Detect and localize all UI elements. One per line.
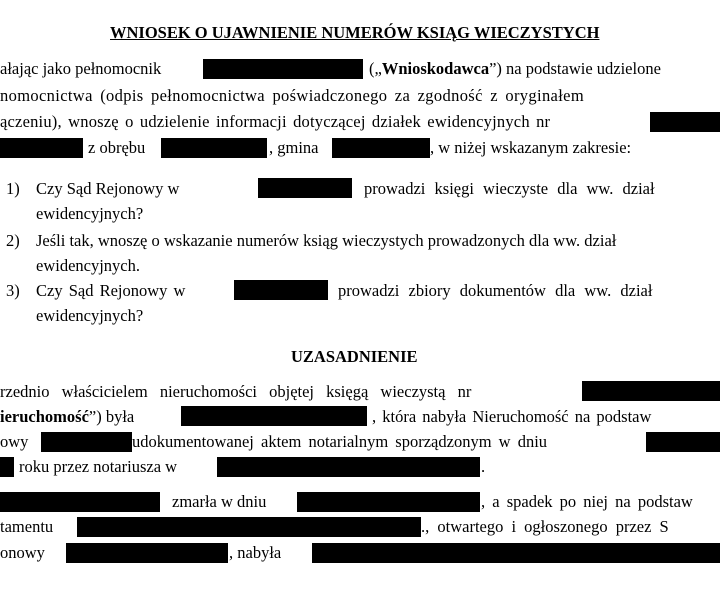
justification-line-6a: tamentu <box>0 517 54 536</box>
list-item-3a: Czy Sąd Rejonowy w <box>36 281 186 300</box>
nieruchomosc-term: ieruchomość <box>0 407 89 426</box>
list-item-1-cont: ewidencyjnych? <box>36 204 144 223</box>
list-number: 1) <box>6 179 20 198</box>
redaction-block <box>161 138 267 158</box>
justification-line-5b: , a spadek po niej na podstaw <box>481 492 693 511</box>
redaction-block <box>582 381 720 401</box>
redaction-block <box>0 457 14 477</box>
justification-line-7a: onowy <box>0 543 45 562</box>
intro-line-1b: („Wnioskodawca”) na podstawie udzielone <box>369 59 661 78</box>
justification-line-1: rzednio właścicielem nieruchomości objętej księgą wieczystą nr <box>0 382 472 401</box>
justification-line-4a: roku przez notariusza w <box>19 457 178 476</box>
document-title: WNIOSEK O UJAWNIENIE NUMERÓW KSIĄG WIECZYSTYCH <box>110 23 600 42</box>
redaction-block <box>0 492 160 512</box>
list-item-1b: prowadzi księgi wieczyste dla ww. dział <box>364 179 655 198</box>
list-item-2-cont: ewidencyjnych. <box>36 256 141 275</box>
redaction-block <box>646 432 720 452</box>
list-item-1a: Czy Sąd Rejonowy w <box>36 179 180 198</box>
list-item-2a: Jeśli tak, wnoszę o wskazanie numerów ksiąg wieczystych prowadzonych dla ww. dział <box>36 231 617 250</box>
justification-line-6b: ., otwartego i ogłoszonego przez S <box>421 517 669 536</box>
redaction-block <box>234 280 328 300</box>
intro-line-3: ączeniu), wnoszę o udzielenie informacji dotyczącej działek ewidencyjnych nr <box>0 112 551 131</box>
justification-line-7b: , nabyła <box>229 543 282 562</box>
redaction-block <box>650 112 720 132</box>
redaction-block <box>332 138 430 158</box>
redaction-block <box>77 517 421 537</box>
redaction-block <box>66 543 228 563</box>
justification-line-2a: ieruchomość”) była <box>0 407 135 426</box>
redaction-block <box>181 406 367 426</box>
redaction-block <box>297 492 480 512</box>
intro-line-1a: ałając jako pełnomocnik <box>0 59 162 78</box>
redaction-block <box>312 543 720 563</box>
intro-line-2: nomocnictwa (odpis pełnomocnictwa poświadczonego za zgodność z oryginałem <box>0 86 585 105</box>
redaction-block <box>0 138 83 158</box>
intro-line-4c: , w niżej wskazanym zakresie: <box>430 138 632 157</box>
intro-line-4a: z obrębu <box>88 138 146 157</box>
list-number: 2) <box>6 231 20 250</box>
redaction-block <box>41 432 132 452</box>
list-number: 3) <box>6 281 20 300</box>
redaction-block <box>217 457 480 477</box>
justification-line-5a: zmarła w dniu <box>172 492 267 511</box>
section-heading: UZASADNIENIE <box>291 347 418 366</box>
justification-line-3a: owy <box>0 432 29 451</box>
list-item-3-cont: ewidencyjnych? <box>36 306 144 325</box>
redaction-block <box>203 59 363 79</box>
redaction-block <box>258 178 352 198</box>
justification-line-2b: , która nabyła Nieruchomość na podstaw <box>372 407 652 426</box>
intro-line-4b: , gmina <box>269 138 319 157</box>
justification-line-3b: udokumentowanej aktem notarialnym sporządzonym w dniu <box>132 432 548 451</box>
list-item-3b: prowadzi zbiory dokumentów dla ww. dział <box>338 281 653 300</box>
justification-line-4b: . <box>481 457 486 476</box>
wnioskodawca-term: Wnioskodawca <box>381 59 490 78</box>
